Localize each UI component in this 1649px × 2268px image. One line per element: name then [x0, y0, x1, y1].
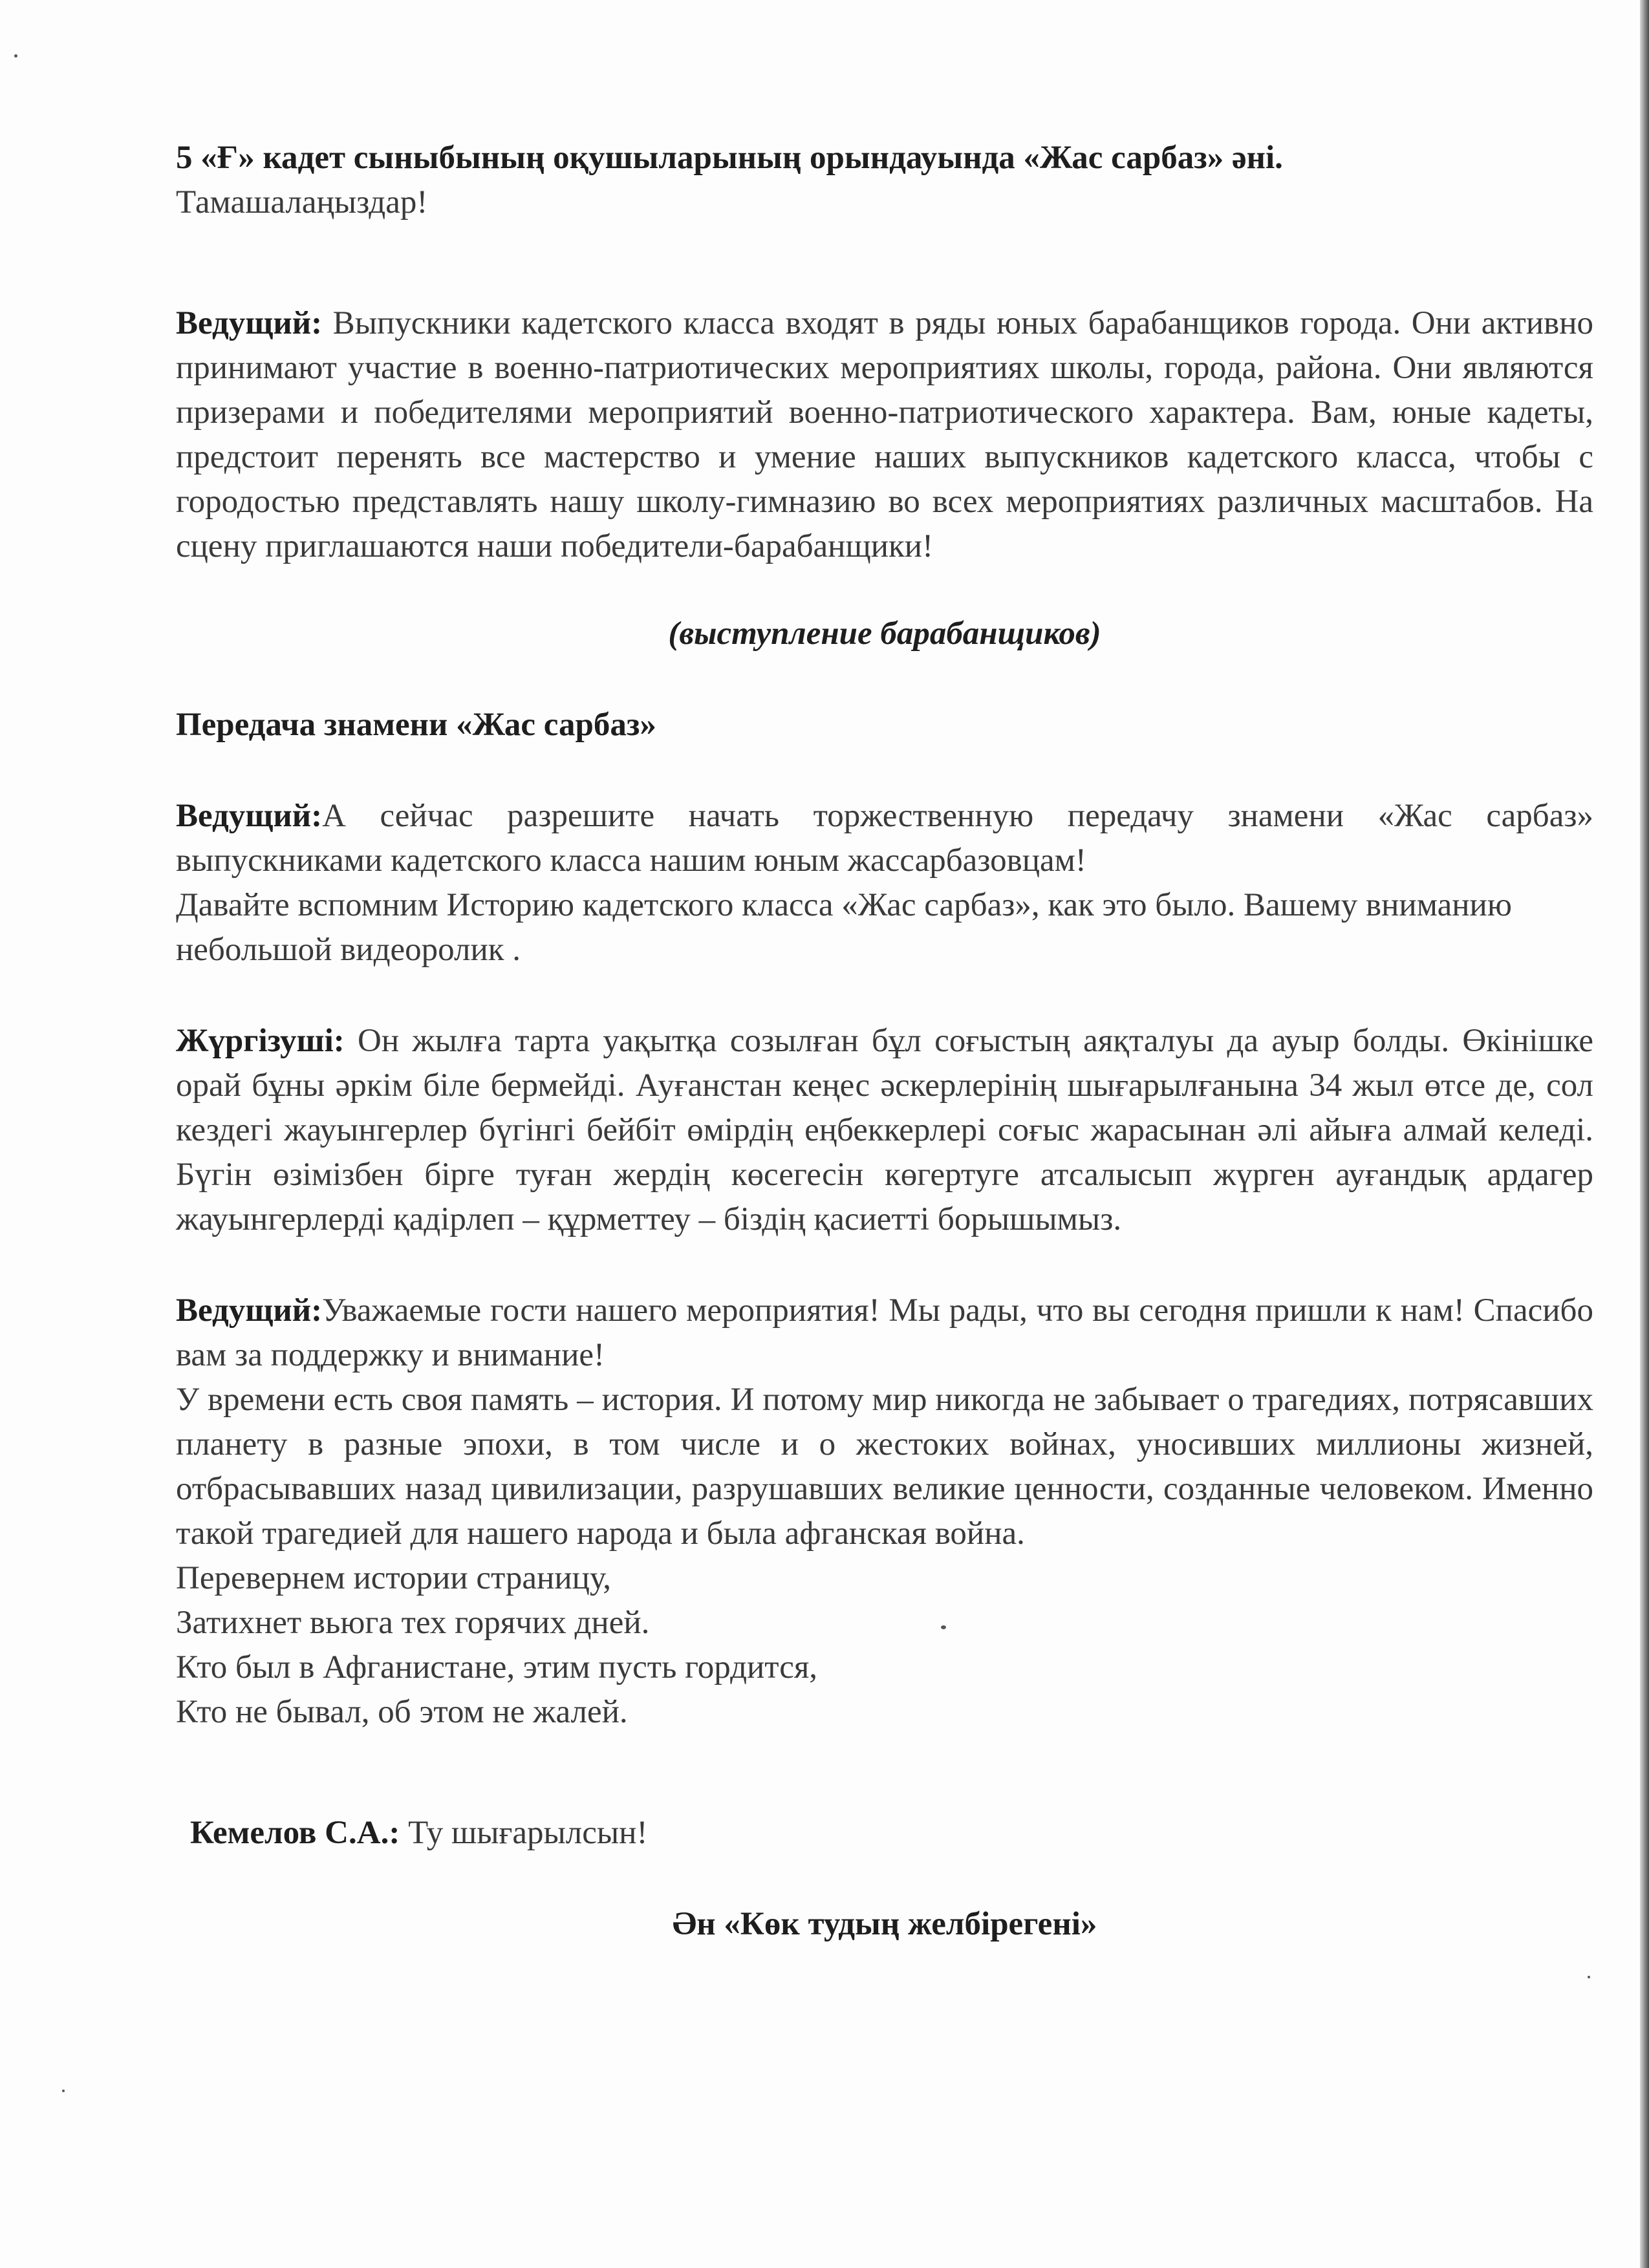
poem [176, 1556, 1593, 1735]
paragraph-text: Ту шығарылсын! [400, 1815, 648, 1851]
section-heading: Передача знамени «Жас сарбаз» [176, 707, 656, 743]
speaker-label: Ведущий: [176, 1292, 323, 1329]
paragraph-drummers [176, 301, 1593, 569]
scan-edge-shadow [1640, 0, 1649, 2268]
paragraph-text-continued: У времени есть своя память – история. И потому мир никогда не забывает о трагедиях, потрясавших планету в разные эпохи, в том числе и о жестоких войнах, уносивших миллионы жизней, отбрасывавших назад цивилизации, разрушавших великие ценности, созданные человеком. Именно такой трагедией для нашего народа и была афганская война. [176, 1382, 1593, 1552]
paragraph-text: Выпускники кадетского класса входят в ряды юных барабанщиков города. Они активно принимают участие в военно-патриотических мероприятиях школы, города, района. Они являются призерами и победителями мероприятий военно-патриотического характера. Вам, юные кадеты, предстоит перенять все мастерство и умение наших выпускников кадетского класса, чтобы с городостью представлять нашу школу-гимназию во всех мероприятиях различных масштабов. На сцену приглашаются наши победители-барабанщики! [176, 305, 1593, 564]
document-body [176, 136, 1593, 1947]
enjoy-text: Тамашалаңыздар! [176, 184, 428, 220]
scan-speck [14, 54, 17, 58]
paragraph-flag-raise [176, 1811, 1593, 1856]
paragraph-song-intro [176, 136, 1593, 225]
closing-song-heading: Ән «Көк тудың желбірегені» [672, 1906, 1097, 1942]
speaker-label: Жүргізуші: [176, 1023, 345, 1059]
speaker-label: Кемелов С.А.: [190, 1815, 400, 1851]
paragraph-text-continued: Давайте вспомним Историю кадетского класса «Жас сарбаз», как это было. Вашему вниманию небольшой видеоролик . [176, 887, 1512, 968]
paragraph-text: А сейчас разрешите начать торжественную передачу знамени «Жас сарбаз» выпускниками кадетского класса нашим юным жассарбазовцам! [176, 798, 1593, 879]
speaker-label: Ведущий: [176, 798, 323, 834]
scan-speck [62, 2090, 65, 2092]
poem-line: Кто был в Афганистане, этим пусть гордится, [176, 1649, 818, 1685]
paragraph-afghan-war-kz [176, 1019, 1593, 1242]
song-announcement: 5 «Ғ» кадет сыныбының оқушыларының орындауында «Жас сарбаз» әні. [176, 140, 1283, 176]
paragraph-flag-transfer [176, 794, 1593, 972]
paragraph-text: Уважаемые гости нашего мероприятия! Мы рады, что вы сегодня пришли к нам! Спасибо вам за поддержку и внимание! [176, 1292, 1593, 1373]
paragraph-text: Он жылға тарта уақытқа созылған бұл соғыстың аяқталуы да ауыр болды. Өкінішке орай бұны әркім біле бермейді. Ауғанстан кеңес әскерлерінің шығарылғанына 34 жыл өтсе де, сол кездегі жауынгерлер бүгінгі бейбіт өмірдің еңбеккерлері соғыс жарасынан әлі айыға алмай келеді. Бүгін өзімізбен бірге туған жердің көсегесін көгертуге атсалысып жүрген ауғандық ардагер жауынгерлерді қадірлеп – құрметтеу – біздің қасиетті борышымыз. [176, 1023, 1593, 1237]
poem-line: Кто не бывал, об этом не жалей. [176, 1694, 628, 1730]
paragraph-guests [176, 1289, 1593, 1556]
scan-speck [1588, 1976, 1590, 1978]
speaker-label: Ведущий: [176, 305, 323, 341]
stage-direction-text: (выступление барабанщиков) [668, 615, 1101, 652]
poem-line: Перевернем истории страницу, [176, 1560, 612, 1596]
poem-line: Затихнет вьюга тех горячих дней. [176, 1605, 650, 1641]
stage-direction [176, 612, 1593, 656]
